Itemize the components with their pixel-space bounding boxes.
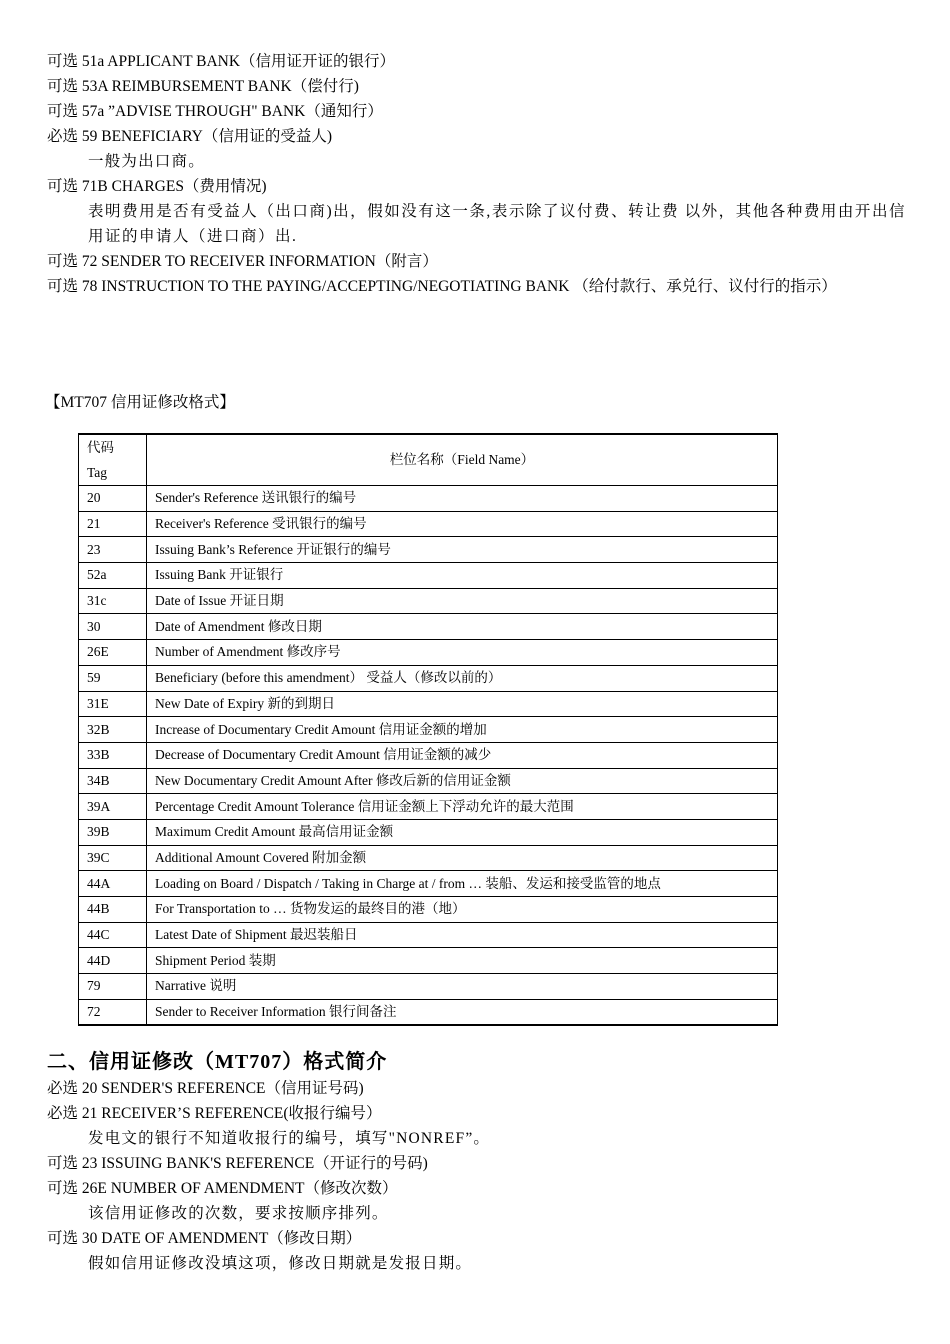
mt707-field-table xyxy=(78,433,778,1026)
table-row xyxy=(79,691,778,717)
field-57a-line: 可选 57a ”ADVISE THROUGH" BANK（通知行） xyxy=(47,103,383,120)
header-name-cell: 栏位名称（Field Name） xyxy=(147,434,778,486)
field-name-cell: Issuing Bank 开证银行 xyxy=(147,563,778,589)
tag-cell: 26E xyxy=(79,640,147,666)
field-name-cell: For Transportation to … 货物发运的最终目的港（地） xyxy=(147,897,778,923)
amend-field-26e-note: 该信用证修改的次数，要求按顺序排列。 xyxy=(88,1205,389,1222)
table-row xyxy=(79,871,778,897)
table-row xyxy=(79,768,778,794)
table-row xyxy=(79,974,778,1000)
field-71b-line: 可选 71B CHARGES（费用情况) xyxy=(47,178,267,195)
amend-field-21-note: 发电文的银行不知道收报行的编号，填写"NONREF”。 xyxy=(88,1130,491,1147)
tag-cell: 72 xyxy=(79,999,147,1025)
header-tag-line1: 代码 xyxy=(87,440,114,455)
tag-cell: 44B xyxy=(79,897,147,923)
table-row xyxy=(79,614,778,640)
table-row xyxy=(79,511,778,537)
tag-cell: 39A xyxy=(79,794,147,820)
table-row xyxy=(79,537,778,563)
field-name-cell: Issuing Bank’s Reference 开证银行的编号 xyxy=(147,537,778,563)
table-row xyxy=(79,486,778,512)
field-name-cell: Latest Date of Shipment 最迟装船日 xyxy=(147,922,778,948)
field-name-cell: Date of Amendment 修改日期 xyxy=(147,614,778,640)
table-row xyxy=(79,845,778,871)
table-header-row xyxy=(79,434,778,486)
tag-cell: 44D xyxy=(79,948,147,974)
tag-cell: 44C xyxy=(79,922,147,948)
tag-cell: 44A xyxy=(79,871,147,897)
amend-field-30-note: 假如信用证修改没填这项，修改日期就是发报日期。 xyxy=(88,1255,473,1272)
field-name-cell: Loading on Board / Dispatch / Taking in Charge at / from … 装船、发运和接受监管的地点 xyxy=(147,871,778,897)
table-row xyxy=(79,588,778,614)
header-tag-cell xyxy=(79,434,147,486)
field-name-cell: New Documentary Credit Amount After 修改后新的信用证金额 xyxy=(147,768,778,794)
field-59-line: 必选 59 BENEFICIARY（信用证的受益人) xyxy=(47,128,333,145)
tag-cell: 34B xyxy=(79,768,147,794)
amend-field-30-line: 可选 30 DATE OF AMENDMENT（修改日期） xyxy=(47,1230,362,1247)
table-row xyxy=(79,819,778,845)
tag-cell: 79 xyxy=(79,974,147,1000)
field-name-cell: Beneficiary (before this amendment） 受益人（修改以前的） xyxy=(147,665,778,691)
field-name-cell: Sender's Reference 送讯银行的编号 xyxy=(147,486,778,512)
tag-cell: 30 xyxy=(79,614,147,640)
field-78-line: 可选 78 INSTRUCTION TO THE PAYING/ACCEPTING/NEGOTIATING BANK （给付款行、承兑行、议付行的指示） xyxy=(47,278,837,295)
field-name-cell: Maximum Credit Amount 最高信用证金额 xyxy=(147,819,778,845)
field-71b-note: 表明费用是否有受益人（出口商)出，假如没有这一条,表示除了议付费、转让费 以外，其他各种费用由开出信用证的申请人（进口商）出. xyxy=(88,203,906,245)
tag-cell: 23 xyxy=(79,537,147,563)
table-row xyxy=(79,665,778,691)
section-heading: 二、信用证修改（MT707）格式简介 xyxy=(47,1051,388,1073)
table-row xyxy=(79,999,778,1025)
field-name-cell: Percentage Credit Amount Tolerance 信用证金额上下浮动允许的最大范围 xyxy=(147,794,778,820)
tag-cell: 32B xyxy=(79,717,147,743)
field-name-cell: Increase of Documentary Credit Amount 信用证金额的增加 xyxy=(147,717,778,743)
field-59-note: 一般为出口商。 xyxy=(88,153,205,170)
tag-cell: 59 xyxy=(79,665,147,691)
tag-cell: 21 xyxy=(79,511,147,537)
table-row xyxy=(79,922,778,948)
field-name-cell: Sender to Receiver Information 银行间备注 xyxy=(147,999,778,1025)
tag-cell: 39B xyxy=(79,819,147,845)
table-row xyxy=(79,794,778,820)
table-row xyxy=(79,897,778,923)
tag-cell: 52a xyxy=(79,563,147,589)
table-row xyxy=(79,717,778,743)
field-name-cell: Narrative 说明 xyxy=(147,974,778,1000)
tag-cell: 31E xyxy=(79,691,147,717)
tag-cell: 39C xyxy=(79,845,147,871)
header-tag-line2: Tag xyxy=(87,465,108,480)
tag-cell: 33B xyxy=(79,742,147,768)
field-name-cell: Receiver's Reference 受讯银行的编号 xyxy=(147,511,778,537)
field-53a-line: 可选 53A REIMBURSEMENT BANK（偿付行) xyxy=(47,78,359,95)
table-caption: 【MT707 信用证修改格式】 xyxy=(45,394,235,411)
table-row xyxy=(79,640,778,666)
amend-field-20-line: 必选 20 SENDER'S REFERENCE（信用证号码) xyxy=(47,1080,364,1097)
amend-field-23-line: 可选 23 ISSUING BANK'S REFERENCE（开证行的号码) xyxy=(47,1155,428,1172)
field-name-cell: Decrease of Documentary Credit Amount 信用证金额的减少 xyxy=(147,742,778,768)
tag-cell: 20 xyxy=(79,486,147,512)
amend-field-26e-line: 可选 26E NUMBER OF AMENDMENT（修改次数） xyxy=(47,1180,398,1197)
field-name-cell: New Date of Expiry 新的到期日 xyxy=(147,691,778,717)
table-row xyxy=(79,563,778,589)
amend-field-21-line: 必选 21 RECEIVER’S REFERENCE(收报行编号） xyxy=(47,1105,382,1122)
table-row xyxy=(79,742,778,768)
field-name-cell: Date of Issue 开证日期 xyxy=(147,588,778,614)
field-51a-line: 可选 51a APPLICANT BANK（信用证开证的银行） xyxy=(47,53,396,70)
field-name-cell: Shipment Period 装期 xyxy=(147,948,778,974)
table-row xyxy=(79,948,778,974)
field-name-cell: Number of Amendment 修改序号 xyxy=(147,640,778,666)
tag-cell: 31c xyxy=(79,588,147,614)
field-name-cell: Additional Amount Covered 附加金额 xyxy=(147,845,778,871)
field-72-line: 可选 72 SENDER TO RECEIVER INFORMATION（附言） xyxy=(47,253,438,270)
